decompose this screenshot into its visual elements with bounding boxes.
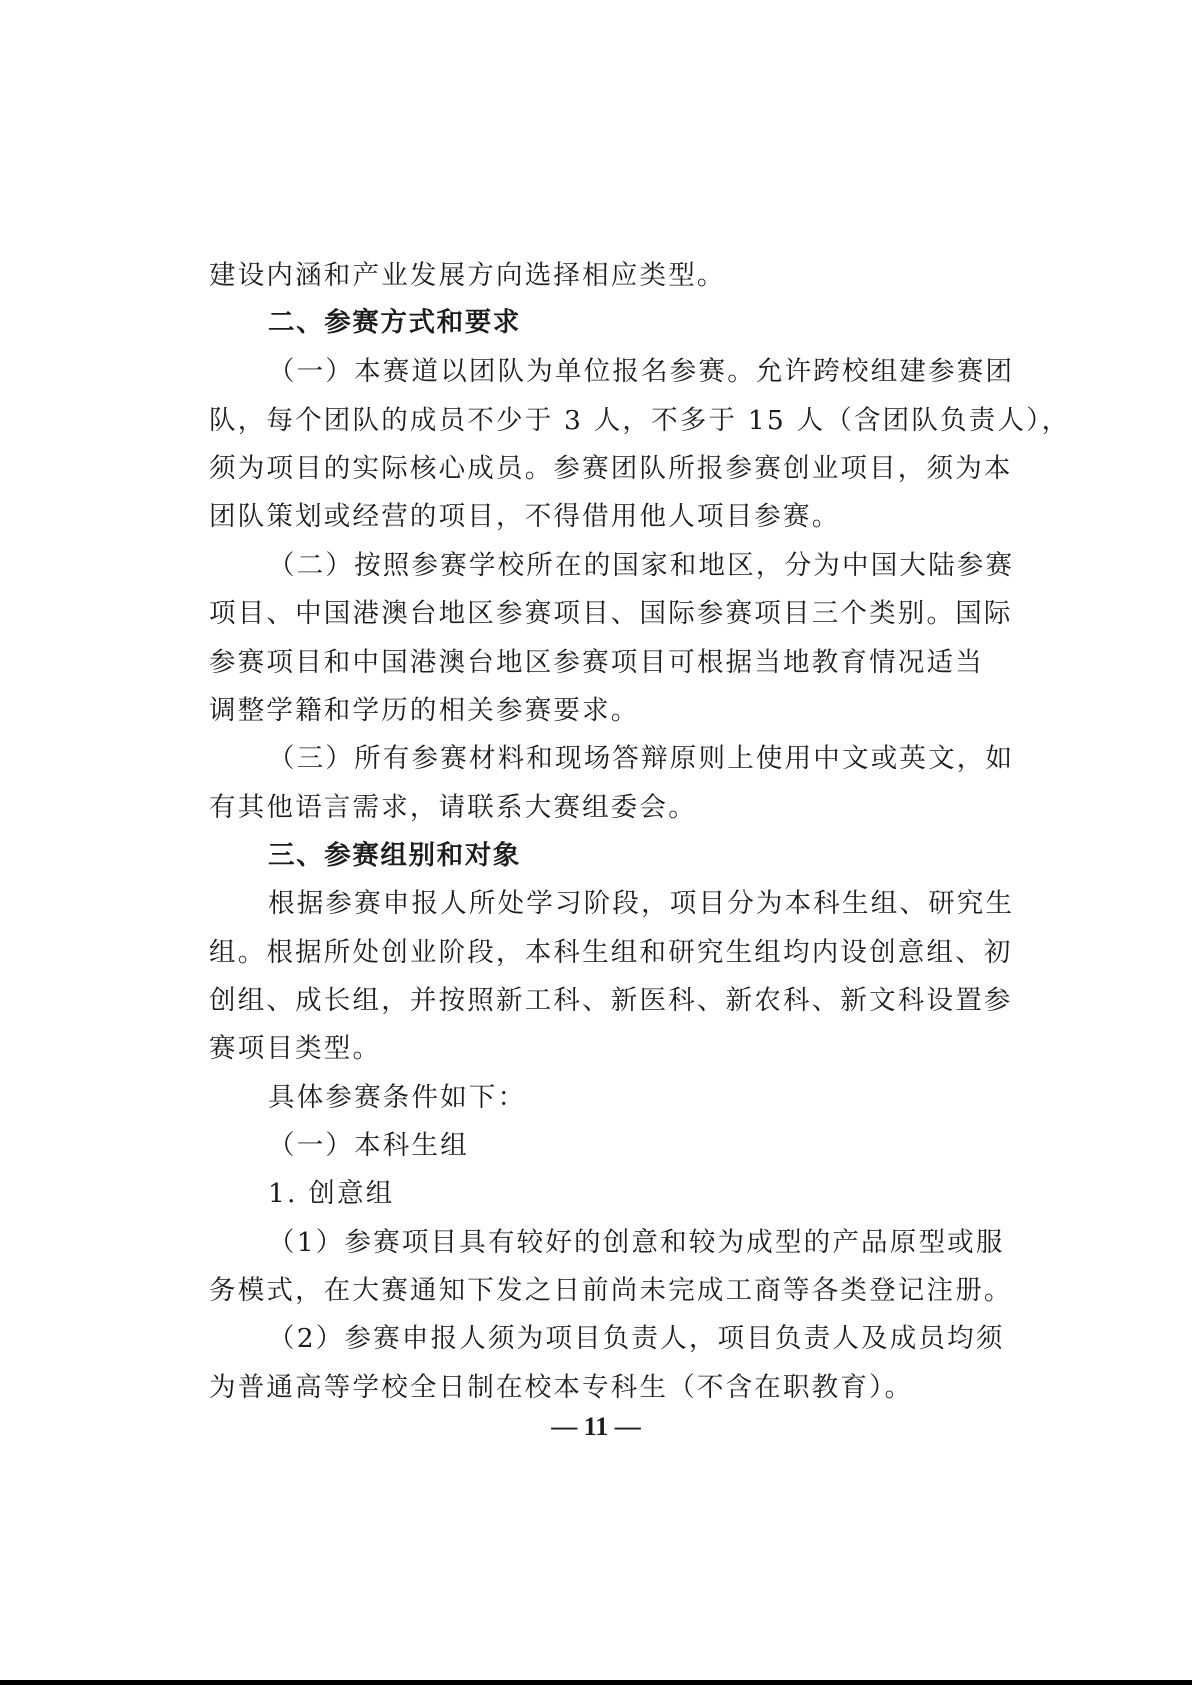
paragraph-line: 创组、成长组，并按照新工科、新医科、新农科、新文科设置参 [209,985,1013,1016]
paragraph-line: （2）参赛申报人须为项目负责人，项目负责人及成员均须 [268,1323,1005,1354]
paragraph-line: 组。根据所处创业阶段，本科生组和研究生组均内设创意组、初 [209,937,1013,968]
paragraph-line: 根据参赛申报人所处学习阶段，项目分为本科生组、研究生 [268,888,1015,919]
paragraph-line: 参赛项目和中国港澳台地区参赛项目可根据当地教育情况适当 [209,647,984,678]
paragraph-line: 有其他语言需求，请联系大赛组委会。 [209,792,697,823]
paragraph-line: （1）参赛项目具有较好的创意和较为成型的产品原型或服 [268,1227,1005,1258]
section-heading: 二、参赛方式和要求 [268,307,521,338]
paragraph-line: 调整学籍和学历的相关参赛要求。 [209,695,640,726]
paragraph-line: 务模式，在大赛通知下发之日前尚未完成工商等各类登记注册。 [209,1275,1013,1306]
paragraph-line: 为普通高等学校全日制在校本专科生（不含在职教育）。 [209,1372,914,1403]
paragraph-line: 赛项目类型。 [209,1033,382,1064]
subsection-heading: （一）本科生组 [268,1130,469,1161]
paragraph-line: （三）所有参赛材料和现场答辩原则上使用中文或英文，如 [268,743,1015,774]
paragraph-line: 团队策划或经营的项目，不得借用他人项目参赛。 [209,501,841,532]
paragraph-line: 项目、中国港澳台地区参赛项目、国际参赛项目三个类别。国际 [209,598,1013,629]
paragraph-line: （一）本赛道以团队为单位报名参赛。允许跨校组建参赛团 [268,356,1015,387]
page-number: — 11 — [551,1412,641,1441]
subsection-heading: 1. 创意组 [268,1178,395,1209]
paragraph-line: （二）按照参赛学校所在的国家和地区，分为中国大陆参赛 [268,550,1015,581]
paragraph-line: 建设内涵和产业发展方向选择相应类型。 [209,260,726,291]
paragraph-line: 须为项目的实际核心成员。参赛团队所报参赛创业项目，须为本 [209,453,1013,484]
bottom-edge-rule [0,1680,1192,1685]
paragraph-line: 具体参赛条件如下： [268,1082,527,1113]
section-heading: 三、参赛组别和对象 [268,840,521,871]
paragraph-line: 队，每个团队的成员不少于 3 人，不多于 15 人（含团队负责人）， [209,405,1071,436]
